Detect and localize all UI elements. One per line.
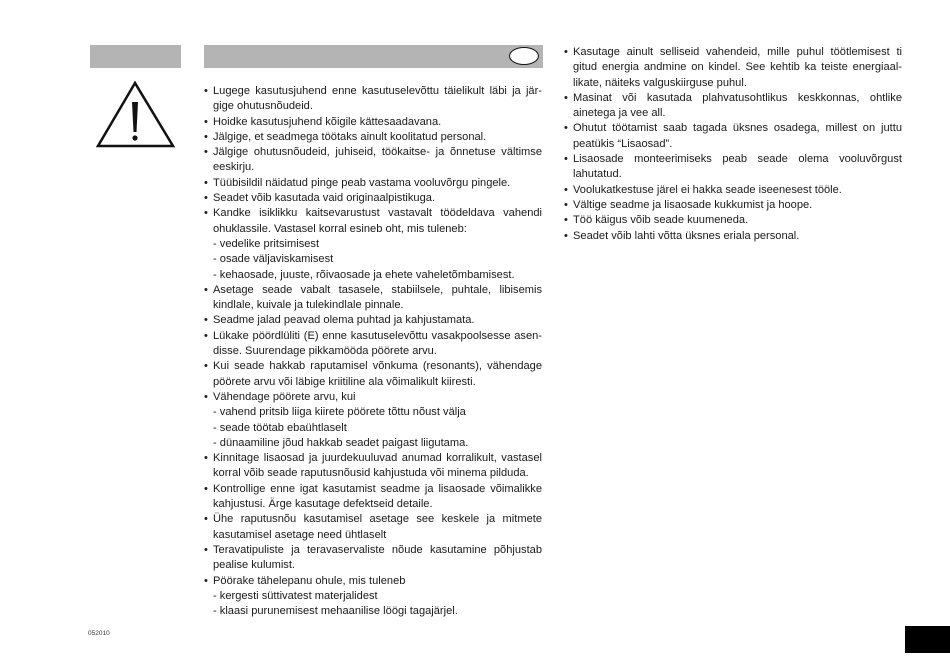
bullet-text: Kinnitage lisaosad ja juurdekuuluvad anumad korralikult, vastasel korral võib seade raputusnõusid kahjustuda või minema pilduda.: [213, 452, 542, 480]
bullet-item: [564, 121, 902, 152]
header-oval-badge: [509, 47, 539, 65]
bullet-item: [204, 451, 542, 482]
sub-item: - osade väljaviskamisest: [213, 253, 334, 266]
bullet-item: [204, 145, 542, 176]
bullet-text: Seadet võib kasutada vaid originaalpistikuga.: [213, 192, 436, 205]
bullet-item: [564, 45, 902, 91]
sub-item: - klaasi purunemisest mehaanilise löögi tagajärjel.: [213, 605, 458, 618]
bullet-item: [204, 329, 542, 360]
bullet-text: Teravatipuliste ja teravaservaliste nõude kasutamine põhjustab pealise kulumist.: [213, 543, 542, 572]
bullet-item: [204, 512, 542, 543]
bullet-text: Lugege kasutusjuhend enne kasutuselevõttu täielikult läbi ja järgige ohutusnõudeid.: [213, 85, 542, 113]
bullet-item: [564, 91, 902, 122]
bullet-item: [204, 84, 542, 115]
bullet-text: Ohutut töötamist saab tagada üksnes osadega, millest on juttu peatükis “Lisaosad”.: [573, 122, 902, 150]
sub-item: - kergesti süttivatest materjalidest: [213, 589, 378, 602]
bullet-item: [204, 574, 542, 589]
bullet-text: Lisaosade monteerimiseks peab seade olema vooluvõrgust lahutatud.: [573, 153, 902, 181]
bullet-text: Asetage seade vabalt tasasele, stabiilsele, puhtale, libisemis kindlale, kuivale ja tulekindlale pinnale.: [213, 283, 542, 312]
bullet-text: Kasutage ainult selliseid vahendeid, mille puhul töötlemisest ti gitud energia andmine on kindel. See kehtib ka teiste energiaallikate, näiteks valguskiirguse puhul.: [573, 46, 902, 89]
bullet-item: [204, 176, 542, 191]
bullet-text: Kui seade hakkab raputamisel võnkuma (resonants), vähendage pöörete arvu või läbige kriitiline ala võimalikult kiiresti.: [213, 360, 542, 388]
bullet-text: Hoidke kasutusjuhend kõigile kättesaadavana.: [213, 115, 442, 128]
section-label-box: [90, 45, 181, 68]
bullet-item: [564, 183, 902, 198]
bullet-item: [204, 283, 542, 314]
bullet-item: [564, 198, 902, 213]
bullet-item: [204, 130, 542, 145]
bullet-text: Kontrollige enne igat kasutamist seadme ja lisaosade võimalikke kahjustusi. Ärge kasutage defektseid detaile.: [213, 482, 542, 511]
sub-item: - vedelike pritsimisest: [213, 237, 320, 250]
bullet-item: [564, 229, 902, 244]
bullet-text: Ühe raputusnõu kasutamisel asetage see keskele ja mitmete kasutamisel asetage need ühtlaselt: [213, 513, 542, 541]
bullet-item: [204, 115, 542, 130]
bullet-text: Kandke isiklikku kaitsevarustust vastavalt töödeldava vahendi ohuklassile. Vastasel korral esineb oht, mis tuleneb:: [213, 207, 542, 235]
bullet-item: [204, 390, 542, 405]
bullet-text: Lükake pöördlüliti (E) enne kasutuselevõttu vasakpoolsesse asendisse. Suurendage pikkamööda pöörete arvu.: [213, 329, 542, 358]
bullet-text: Tüübisildil näidatud pinge peab vastama vooluvõrgu pingele.: [213, 176, 511, 189]
safety-instructions-left: [204, 84, 542, 619]
sub-item: - seade töötab ebaühtlaselt: [213, 421, 347, 434]
bullet-item: [564, 213, 902, 228]
sub-item: - dünaamiline jõud hakkab seadet paigast liigutama.: [213, 436, 469, 449]
bullet-item: [204, 191, 542, 206]
document-code: 052010: [88, 630, 110, 637]
bullet-text: Töö käigus võib seade kuumeneda.: [573, 214, 749, 227]
warning-triangle-icon: [96, 80, 176, 148]
bullet-text: Voolukatkestuse järel ei hakka seade iseenesest tööle.: [573, 183, 842, 196]
bullet-text: Jälgige, et seadmega töötaks ainult koolitatud personal.: [213, 130, 487, 143]
page-tab-marker: [905, 626, 950, 653]
sub-item: - vahend pritsib liiga kiirete pöörete tõttu nõust välja: [213, 406, 466, 419]
bullet-item: [204, 482, 542, 513]
bullet-item: [204, 543, 542, 574]
bullet-text: Jälgige ohutusnõudeid, juhiseid, töökaitse- ja õnnetuse vältimse eeskirju.: [213, 146, 542, 174]
bullet-item: [564, 152, 902, 183]
bullet-item: [204, 206, 542, 237]
section-header-bar: [204, 45, 543, 68]
bullet-item: [204, 313, 542, 328]
bullet-text: Seadet võib lahti võtta üksnes eriala personal.: [573, 229, 800, 242]
safety-instructions-right: [564, 45, 902, 244]
bullet-text: Vältige seadme ja lisaosade kukkumist ja hoope.: [573, 198, 813, 211]
sub-item: - kehaosade, juuste, rõivaosade ja ehete vaheletõmbamisest.: [213, 268, 515, 281]
bullet-text: Vähendage pöörete arvu, kui: [213, 390, 356, 403]
bullet-text: Seadme jalad peavad olema puhtad ja kahjustamata.: [213, 314, 475, 327]
bullet-item: [204, 359, 542, 390]
bullet-text: Pöörake tähelepanu ohule, mis tuleneb: [213, 574, 406, 587]
bullet-text: Masinat või kasutada plahvatusohtlikus keskkonnas, ohtlike ainetega ja vee all.: [573, 91, 902, 120]
